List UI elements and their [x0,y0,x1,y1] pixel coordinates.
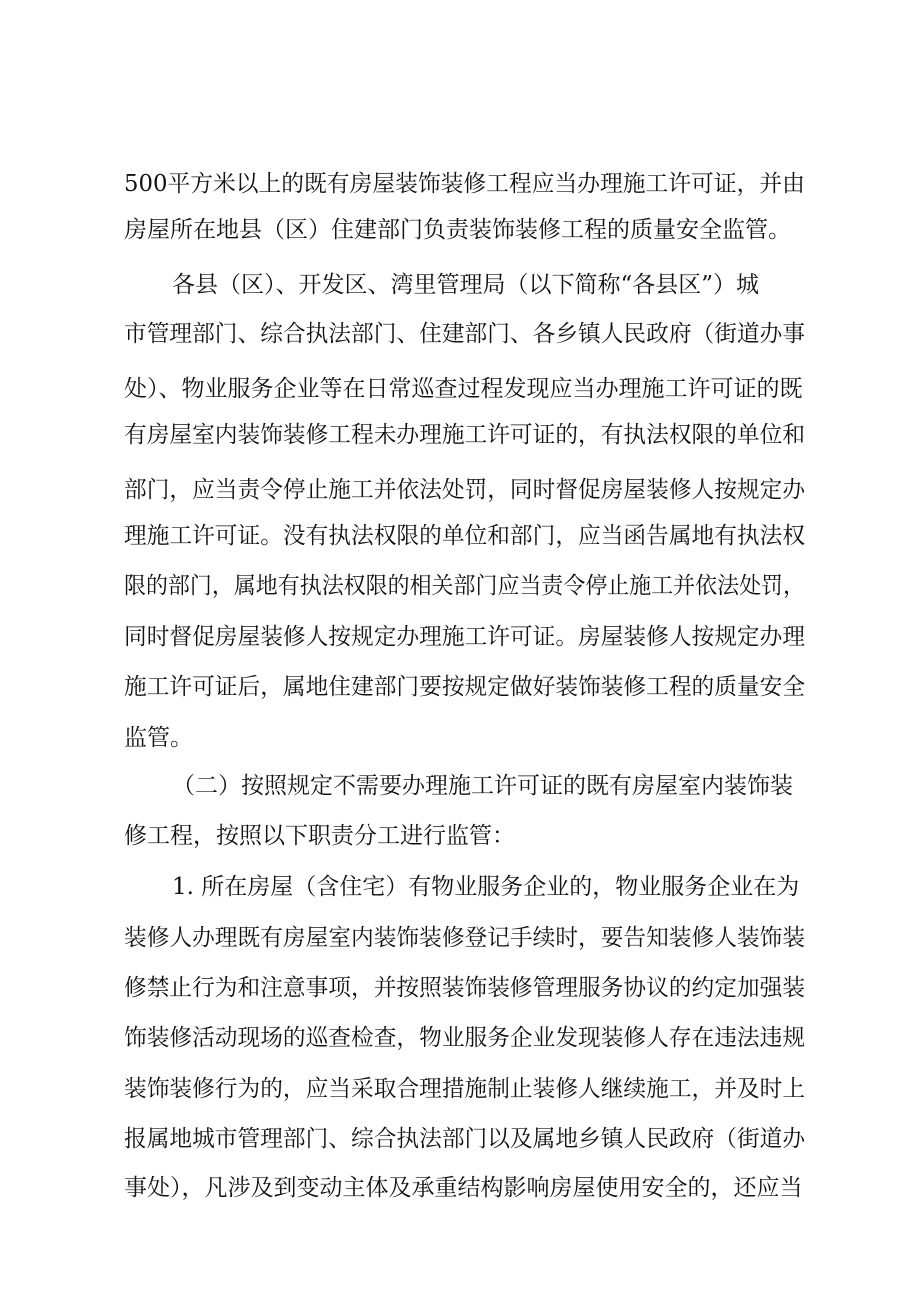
text-line: 装修人办理既有房屋室内装饰装修登记手续时，要告知装修人装饰装 [124,925,806,951]
text-line: 处）、物业服务企业等在日常巡查过程发现应当办理施工许可证的既 [124,376,803,402]
text-line: 市管理部门、综合执法部门、住建部门、各乡镇人民政府（街道办事 [124,321,806,347]
text-line: 500平方米以上的既有房屋装饰装修工程应当办理施工许可证，并由 [124,171,805,197]
text-line: 房屋所在地县（区）住建部门负责装饰装修工程的质量安全监管。 [124,217,791,243]
text-line: 同时督促房屋装修人按规定办理施工许可证。房屋装修人按规定办理 [124,624,806,650]
text-line: 事处），凡涉及到变动主体及承重结构影响房屋使用安全的，还应当 [124,1175,803,1201]
text-line: 理施工许可证。没有执法权限的单位和部门，应当函告属地有执法权 [124,523,806,549]
text-line: 修工程，按照以下职责分工进行监管： [124,823,515,849]
text-line: 饰装修活动现场的巡查检查，物业服务企业发现装修人存在违法违规 [124,1025,806,1051]
text-line: 各县（区）、开发区、湾里管理局（以下简称“各县区”）城 [172,272,760,298]
text-line: （二）按照规定不需要办理施工许可证的既有房屋室内装饰装 [172,773,793,799]
text-line: 报属地城市管理部门、综合执法部门以及属地乡镇人民政府（街道办 [124,1126,806,1152]
text-line: 有房屋室内装饰装修工程未办理施工许可证的，有执法权限的单位和 [124,422,806,448]
text-line: 施工许可证后，属地住建部门要按规定做好装饰装修工程的质量安全 [124,674,806,700]
text-line: 1. 所在房屋（含住宅）有物业服务企业的，物业服务企业在为 [172,874,800,900]
text-line: 修禁止行为和注意事项，并按照装饰装修管理服务协议的约定加强装 [124,975,806,1001]
text-line: 监管。 [124,725,193,751]
text-line: 装饰装修行为的，应当采取合理措施制止装修人继续施工，并及时上 [124,1076,806,1102]
text-line: 部门，应当责令停止施工并依法处罚，同时督促房屋装修人按规定办 [124,477,806,503]
text-line: 限的部门，属地有执法权限的相关部门应当责令停止施工并依法处罚， [124,573,805,599]
